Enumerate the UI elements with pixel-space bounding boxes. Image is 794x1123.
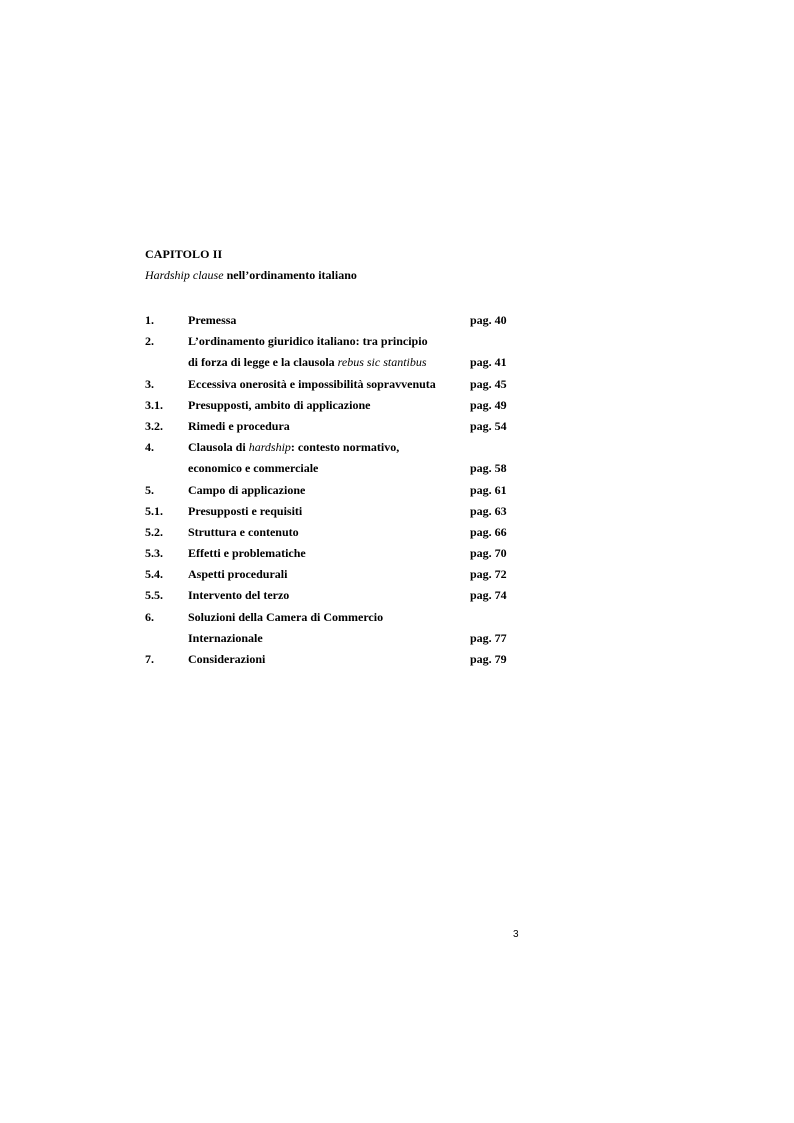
toc-entry-title: Considerazioni — [188, 652, 266, 666]
toc-entry-number: 5. — [145, 482, 154, 497]
toc-entry-page: pag. 77 — [470, 630, 507, 645]
toc-entry-number: 5.3. — [145, 546, 163, 561]
toc-entry — [145, 437, 525, 458]
toc-entry — [145, 395, 525, 416]
toc-entry-page: pag. 79 — [470, 652, 507, 666]
toc-entry-title: Soluzioni della Camera di Commercio — [188, 609, 384, 624]
toc-entry-continuation — [145, 458, 525, 479]
toc-entry-title-part: Clausola di — [188, 440, 249, 455]
toc-entry-title: Premessa — [188, 313, 237, 327]
chapter-title: CAPITOLO II — [145, 247, 223, 261]
toc-entry — [145, 331, 525, 352]
toc-entry-page: pag. 66 — [470, 524, 507, 539]
page-number: 3 — [513, 929, 519, 940]
toc-entry-page: pag. 74 — [470, 588, 507, 603]
toc-entry-title: Rimedi e procedura — [188, 418, 290, 433]
toc-entry-title: Effetti e problematiche — [188, 546, 306, 561]
toc-entry-title-part: : contesto normativo, — [290, 440, 400, 455]
toc-entry-title-italic: rebus sic stantibus — [337, 355, 427, 370]
toc-entry-title — [188, 352, 427, 373]
toc-entry-page: pag. 40 — [470, 313, 507, 327]
toc-entry — [145, 585, 525, 606]
toc-entry-title: economico e commerciale — [188, 461, 319, 476]
toc-entry-title: Presupposti, ambito di applicazione — [188, 397, 371, 412]
toc-entry-title: Intervento del terzo — [188, 588, 290, 603]
toc-entry-title-italic: hardship — [248, 440, 291, 455]
chapter-subtitle — [145, 268, 357, 283]
toc-entry — [145, 649, 525, 670]
toc-entry-page: pag. 61 — [470, 482, 507, 497]
toc-entry-page: pag. 58 — [470, 461, 507, 476]
toc-entry-number: 6. — [145, 609, 154, 624]
toc-entry-title: Struttura e contenuto — [188, 524, 299, 539]
toc-entry-page: pag. 70 — [470, 546, 507, 561]
toc-entry-continuation — [145, 628, 525, 649]
toc-entry-number: 3.1. — [145, 397, 163, 412]
toc-entry-page: pag. 41 — [470, 355, 507, 370]
toc-entry — [145, 607, 525, 628]
toc-entry — [145, 310, 525, 331]
toc-entry — [145, 522, 525, 543]
toc-entry-page: pag. 54 — [470, 418, 507, 433]
toc-entry — [145, 543, 525, 564]
toc-entry-number: 5.1. — [145, 503, 163, 518]
toc-entry-page: pag. 49 — [470, 397, 507, 412]
toc-entry-number: 5.5. — [145, 588, 163, 603]
toc-entry-number: 3. — [145, 376, 154, 391]
toc-entry — [145, 374, 525, 395]
toc-entry-title: Campo di applicazione — [188, 482, 306, 497]
chapter-subtitle-rest: nell’ordinamento italiano — [223, 268, 357, 282]
toc-entry-number: 7. — [145, 652, 154, 666]
toc-entry-page: pag. 45 — [470, 376, 507, 391]
toc-entry — [145, 564, 525, 585]
chapter-subtitle-italic: Hardship clause — [145, 268, 224, 282]
toc-entry — [145, 501, 525, 522]
toc-entry-number: 3.2. — [145, 418, 163, 433]
toc-entry-title: L’ordinamento giuridico italiano: tra principio — [188, 334, 428, 349]
toc-entry — [145, 416, 525, 437]
toc-entry-number: 5.2. — [145, 524, 163, 539]
toc-entry-title-part: di forza di legge e la clausola — [188, 355, 338, 370]
toc-entry-number: 2. — [145, 334, 154, 349]
toc-entry-number: 4. — [145, 440, 154, 455]
toc-entry — [145, 480, 525, 501]
toc-entry-title: Eccessiva onerosità e impossibilità sopravvenuta — [188, 376, 436, 391]
toc-entry-page: pag. 72 — [470, 567, 507, 582]
toc-entry-page: pag. 63 — [470, 503, 507, 518]
toc-entry-title — [188, 437, 399, 458]
toc-entry-continuation — [145, 352, 525, 373]
toc-entry-title: Aspetti procedurali — [188, 567, 288, 582]
toc-entry-title: Presupposti e requisiti — [188, 503, 303, 518]
toc-entry-title: Internazionale — [188, 630, 263, 645]
toc-entry-number: 1. — [145, 313, 154, 327]
toc-entry-number: 5.4. — [145, 567, 163, 582]
table-of-contents — [145, 310, 525, 670]
